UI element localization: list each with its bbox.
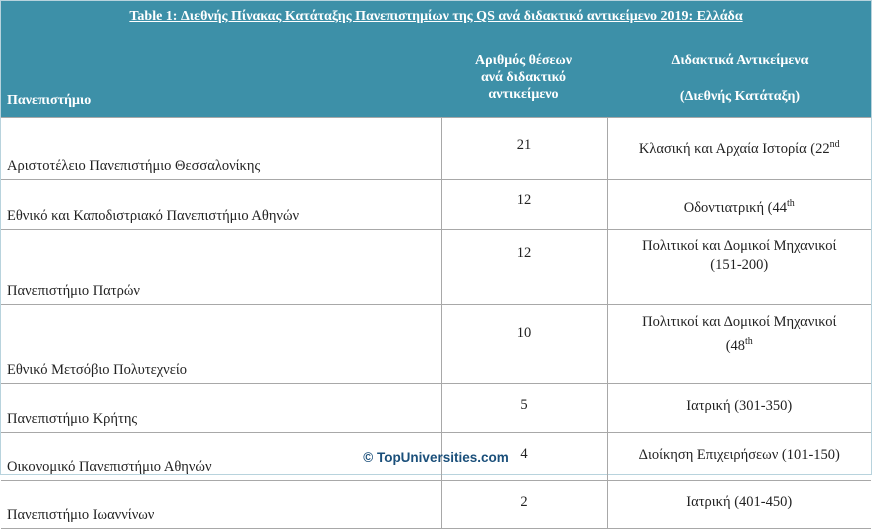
subject-text: Πολιτικοί και Δομικοί Μηχανικοί	[642, 314, 837, 330]
subject-cell	[607, 118, 871, 180]
subject-cell: Ιατρική (301-350)	[607, 384, 871, 433]
header-positions-line3: αντικείμενο	[488, 87, 559, 102]
table-row	[1, 305, 871, 384]
header-subjects-line1: Διδακτικά Αντικείμενα	[671, 53, 809, 68]
subject-text: Οδοντιατρική (44	[683, 200, 787, 216]
university-cell: Πανεπιστήμιο Ιωαννίνων	[1, 481, 441, 529]
source-credit: © TopUniversities.com	[363, 450, 509, 465]
table-row	[1, 230, 871, 305]
count-cell: 12	[441, 180, 607, 230]
ordinal-suffix: th	[786, 198, 795, 209]
subject-cell: Διοίκηση Επιχειρήσεων (101-150)	[607, 433, 871, 481]
subject-cell: Ιατρική (401-450)	[607, 481, 871, 529]
header-subjects	[609, 52, 871, 105]
table-title: Table 1: Διεθνής Πίνακας Κατάταξης Πανεπιστημίων της QS ανά διδακτικό αντικείμενο 2019: Ελλάδα	[129, 9, 743, 24]
subject-cell	[607, 180, 871, 230]
table-header	[1, 32, 871, 117]
table-row	[1, 481, 871, 529]
header-university: Πανεπιστήμιο	[7, 93, 92, 108]
university-cell: Πανεπιστήμιο Κρήτης	[1, 384, 441, 433]
table-title-bar	[1, 1, 871, 32]
count-cell: 10	[441, 305, 607, 384]
subject-cell	[607, 230, 871, 305]
subject-rank: (151-200)	[710, 257, 769, 273]
header-positions-line2: ανά διδακτικό	[480, 70, 566, 85]
university-cell: Οικονομικό Πανεπιστήμιο Αθηνών	[1, 433, 441, 481]
ranking-table	[1, 117, 871, 529]
table-row	[1, 180, 871, 230]
ordinal-suffix: th	[745, 336, 753, 347]
table-row	[1, 384, 871, 433]
header-positions	[441, 52, 606, 103]
subject-text: Πολιτικοί και Δομικοί Μηχανικοί	[642, 238, 837, 254]
university-cell: Αριστοτέλειο Πανεπιστήμιο Θεσσαλονίκης	[1, 118, 441, 180]
university-cell: Εθνικό Μετσόβιο Πολυτεχνείο	[1, 305, 441, 384]
count-cell: 21	[441, 118, 607, 180]
count-cell: 4	[441, 433, 607, 481]
header-subjects-line2: (Διεθνής Κατάταξη)	[679, 89, 801, 104]
subject-text: Κλασική και Αρχαία Ιστορία (22	[638, 141, 830, 157]
university-cell: Πανεπιστήμιο Πατρών	[1, 230, 441, 305]
count-cell: 5	[441, 384, 607, 433]
table-row	[1, 118, 871, 180]
subject-cell	[607, 305, 871, 384]
subject-rank: (48	[725, 338, 746, 354]
ordinal-suffix: nd	[829, 139, 840, 150]
university-cell: Εθνικό και Καποδιστριακό Πανεπιστήμιο Αθηνών	[1, 180, 441, 230]
header-positions-line1: Αριθμός θέσεων	[475, 53, 572, 68]
count-cell: 2	[441, 481, 607, 529]
count-cell: 12	[441, 230, 607, 305]
